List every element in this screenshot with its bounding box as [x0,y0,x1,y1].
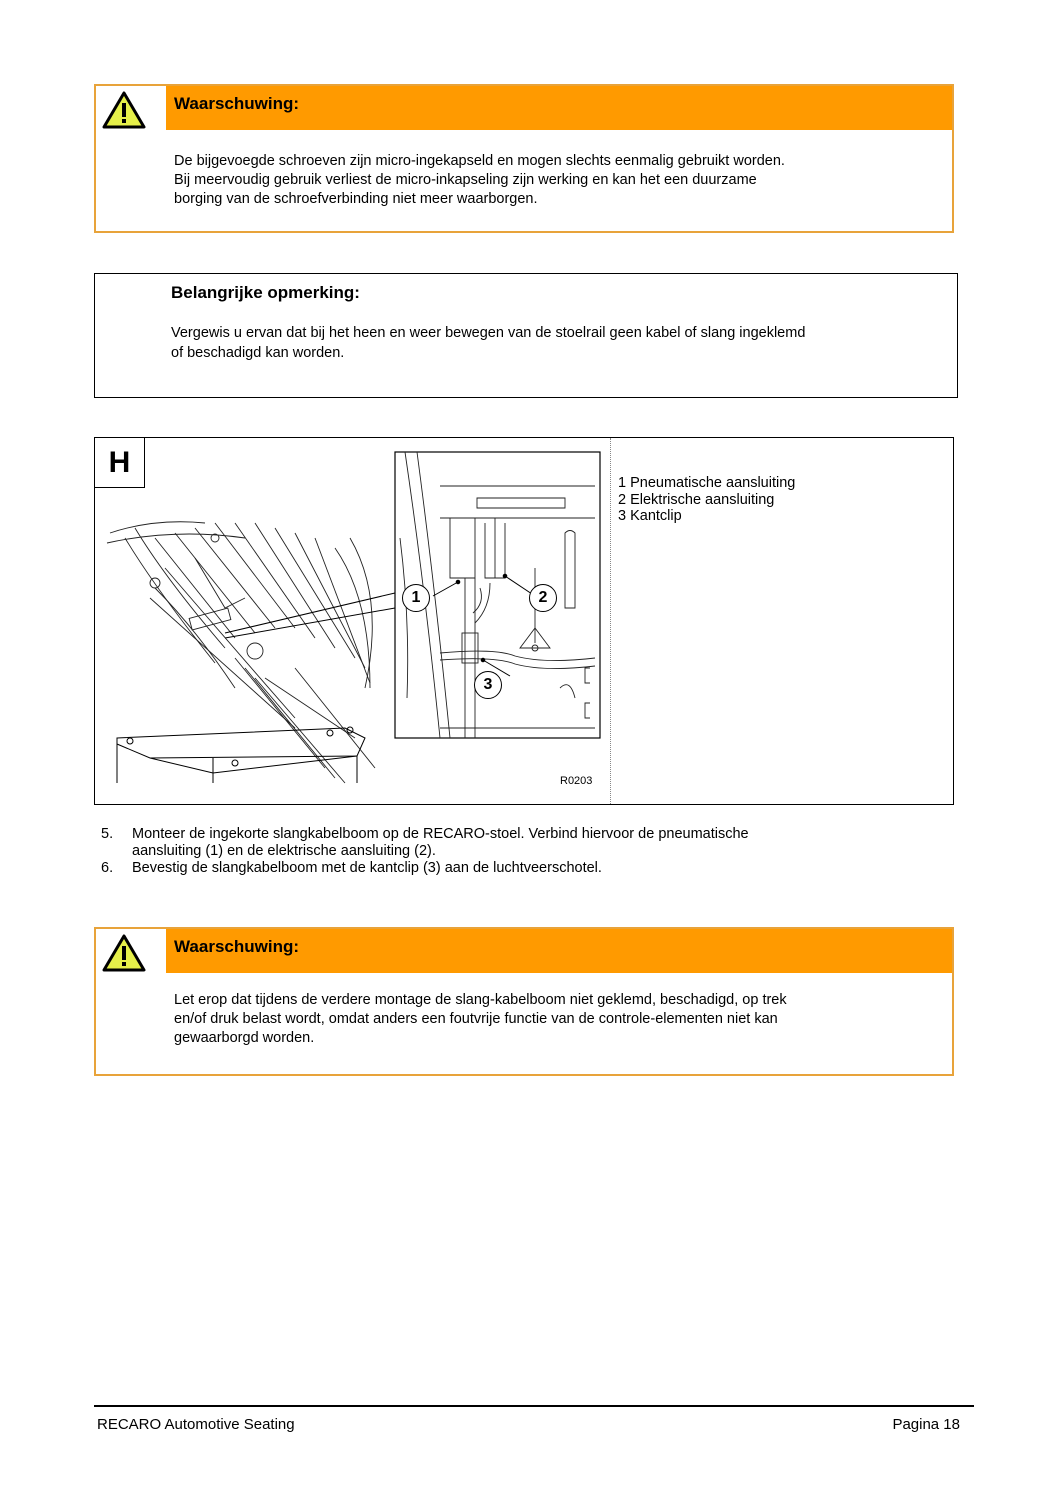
note-line: Vergewis u ervan dat bij het heen en weer bewegen van de stoelrail geen kabel of slang ingeklemd [171,325,806,341]
step-line: aansluiting (1) en de elektrische aansluiting (2). [132,843,436,859]
step-number: 5. [101,826,114,842]
step-line: Monteer de ingekorte slangkabelboom op de RECARO-stoel. Verbind hiervoor de pneumatische [132,826,749,842]
figure-legend [618,475,795,525]
warning-title: Waarschuwing: [174,937,299,956]
warning-line: gewaarborgd worden. [174,1030,315,1046]
figure-divider [610,438,611,804]
legend-item: 3 Kantclip [618,508,682,524]
warning-line: borging van de schroefverbinding niet meer waarborgen. [174,191,538,207]
legend-item: 2 Elektrische aansluiting [618,491,775,508]
callout-2: 2 [529,584,557,612]
warning-text [174,991,942,1048]
warning-line: Bij meervoudig gebruik verliest de micro-inkapseling zijn werking en kan het een duurzame [174,172,757,188]
warning-line: Let erop dat tijdens de verdere montage de slang-kabelboom niet geklemd, beschadigd, op trek [174,992,787,1008]
warning-line: en/of druk belast wordt, omdat anders een foutvrije functie van de controle-elementen niet kan [174,1011,778,1027]
figure-label: H [95,438,145,488]
warning-triangle-icon [102,933,146,973]
warning-title: Waarschuwing: [174,94,299,113]
instruction-steps [101,826,961,877]
warning-box-2 [94,927,954,1076]
footer-company: RECARO Automotive Seating [97,1416,295,1433]
warning-line: De bijgevoegde schroeven zijn micro-ingekapseld en mogen slechts eenmalig gebruikt worden. [174,153,785,169]
callout-3: 3 [474,671,502,699]
step-6 [101,860,961,877]
step-line: Bevestig de slangkabelboom met de kantclip (3) aan de luchtveerschotel. [132,860,602,876]
figure-h [94,437,954,805]
step-number: 6. [101,860,114,876]
warning-header-bar [166,86,952,130]
warning-triangle-icon [102,90,146,130]
important-note-box [94,273,958,398]
legend-item: 1 Pneumatische aansluiting [618,475,796,491]
footer-divider [94,1405,974,1407]
seat-rail-illustration [95,438,610,804]
warning-box-1 [94,84,954,233]
note-text [171,323,953,363]
step-5 [101,826,961,860]
callout-1: 1 [402,584,430,612]
warning-text [174,152,942,209]
figure-code: R0203 [560,775,593,787]
warning-header-bar [166,929,952,973]
note-title: Belangrijke opmerking: [171,283,360,302]
note-line: of beschadigd kan worden. [171,345,345,361]
footer-page-number: Pagina 18 [892,1416,960,1433]
